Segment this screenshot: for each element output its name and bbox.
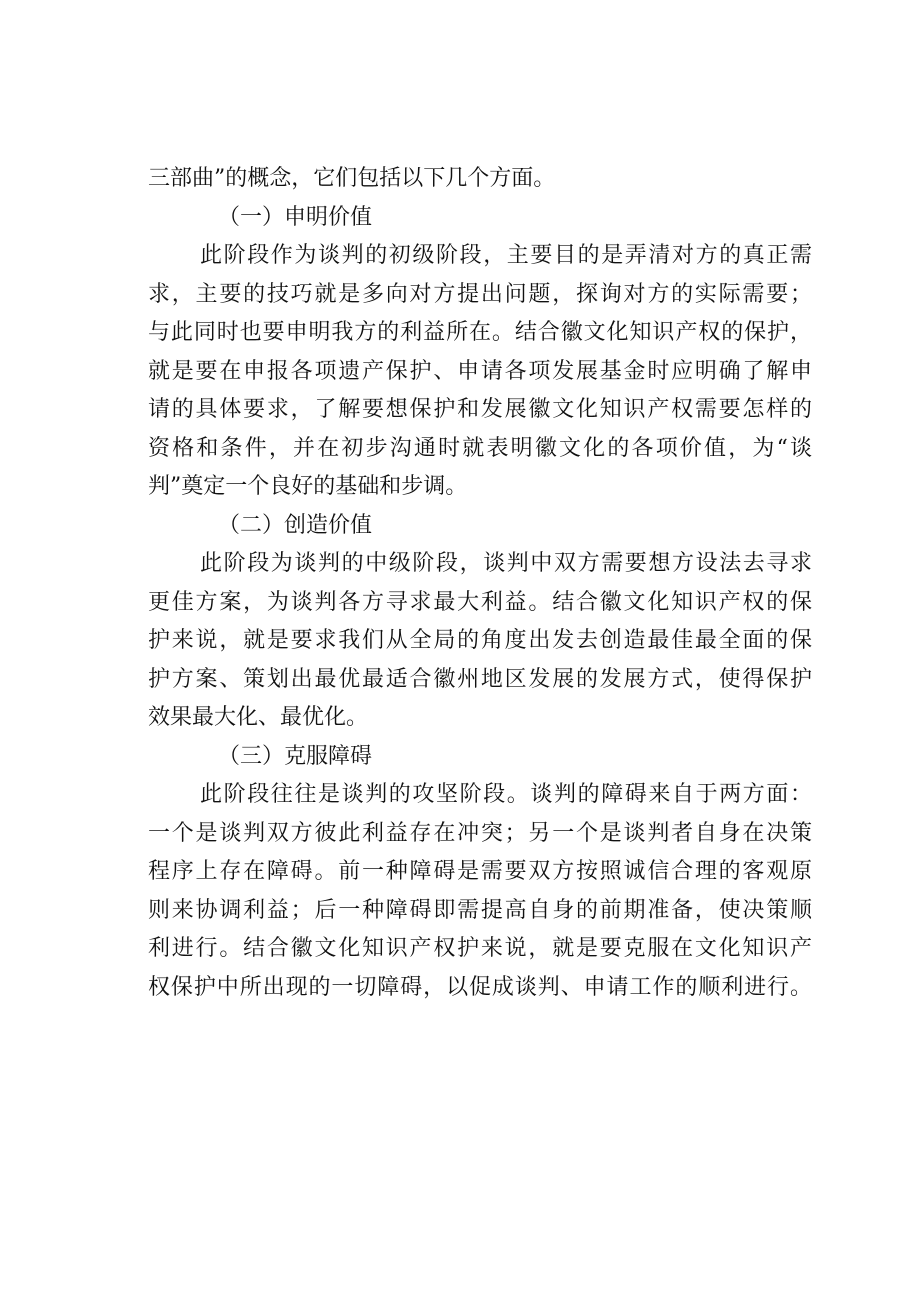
paragraph-line: 更佳方案，为谈判各方寻求最大利益。结合徽文化知识产权的保	[148, 589, 812, 615]
paragraph-line: 判”奠定一个良好的基础和步调。	[148, 474, 468, 499]
paragraph-line: 请的具体要求，了解要想保护和发展徽文化知识产权需要怎样的	[148, 397, 812, 422]
section-heading-3: （三）克服障碍	[218, 743, 373, 769]
paragraph-line: 此阶段作为谈判的初级阶段，主要目的是弄清对方的真正需	[200, 243, 812, 268]
paragraph-line: 此阶段往往是谈判的攻坚阶段。谈判的障碍来自于两方面：	[200, 782, 812, 807]
section-heading-2: （二）创造价值	[218, 512, 373, 538]
paragraph-line: 效果最大化、最优化。	[148, 705, 369, 730]
paragraph-line: 则来协调利益；后一种障碍即需提高自身的前期准备，使决策顺	[148, 897, 812, 923]
paragraph-line: 三部曲”的概念，它们包括以下几个方面。	[148, 166, 556, 191]
paragraph-line: 就是要在申报各项遗产保护、申请各项发展基金时应明确了解申	[148, 358, 812, 384]
paragraph-line: 权保护中所出现的一切障碍，以促成谈判、申请工作的顺利进行。	[148, 974, 812, 1000]
section-heading-1: （一）申明价值	[218, 204, 373, 230]
paragraph-line: 此阶段为谈判的中级阶段，谈判中双方需要想方设法去寻求	[200, 551, 812, 576]
paragraph-line: 资格和条件，并在初步沟通时就表明徽文化的各项价值，为“谈	[148, 435, 812, 461]
paragraph-line: 利进行。结合徽文化知识产权护来说，就是要克服在文化知识产	[148, 936, 812, 961]
paragraph-line: 与此同时也要申明我方的利益所在。结合徽文化知识产权的保护，	[148, 320, 812, 345]
paragraph-line: 程序上存在障碍。前一种障碍是需要双方按照诚信合理的客观原	[148, 859, 812, 884]
document-body	[148, 160, 812, 1007]
paragraph-line: 护方案、策划出最优最适合徽州地区发展的发展方式，使得保护	[148, 666, 812, 692]
paragraph-line: 求，主要的技巧就是多向对方提出问题，探询对方的实际需要；	[148, 281, 812, 307]
paragraph-line: 一个是谈判双方彼此利益存在冲突；另一个是谈判者自身在决策	[148, 820, 812, 846]
paragraph-line: 护来说，就是要求我们从全局的角度出发去创造最佳最全面的保	[148, 628, 812, 653]
